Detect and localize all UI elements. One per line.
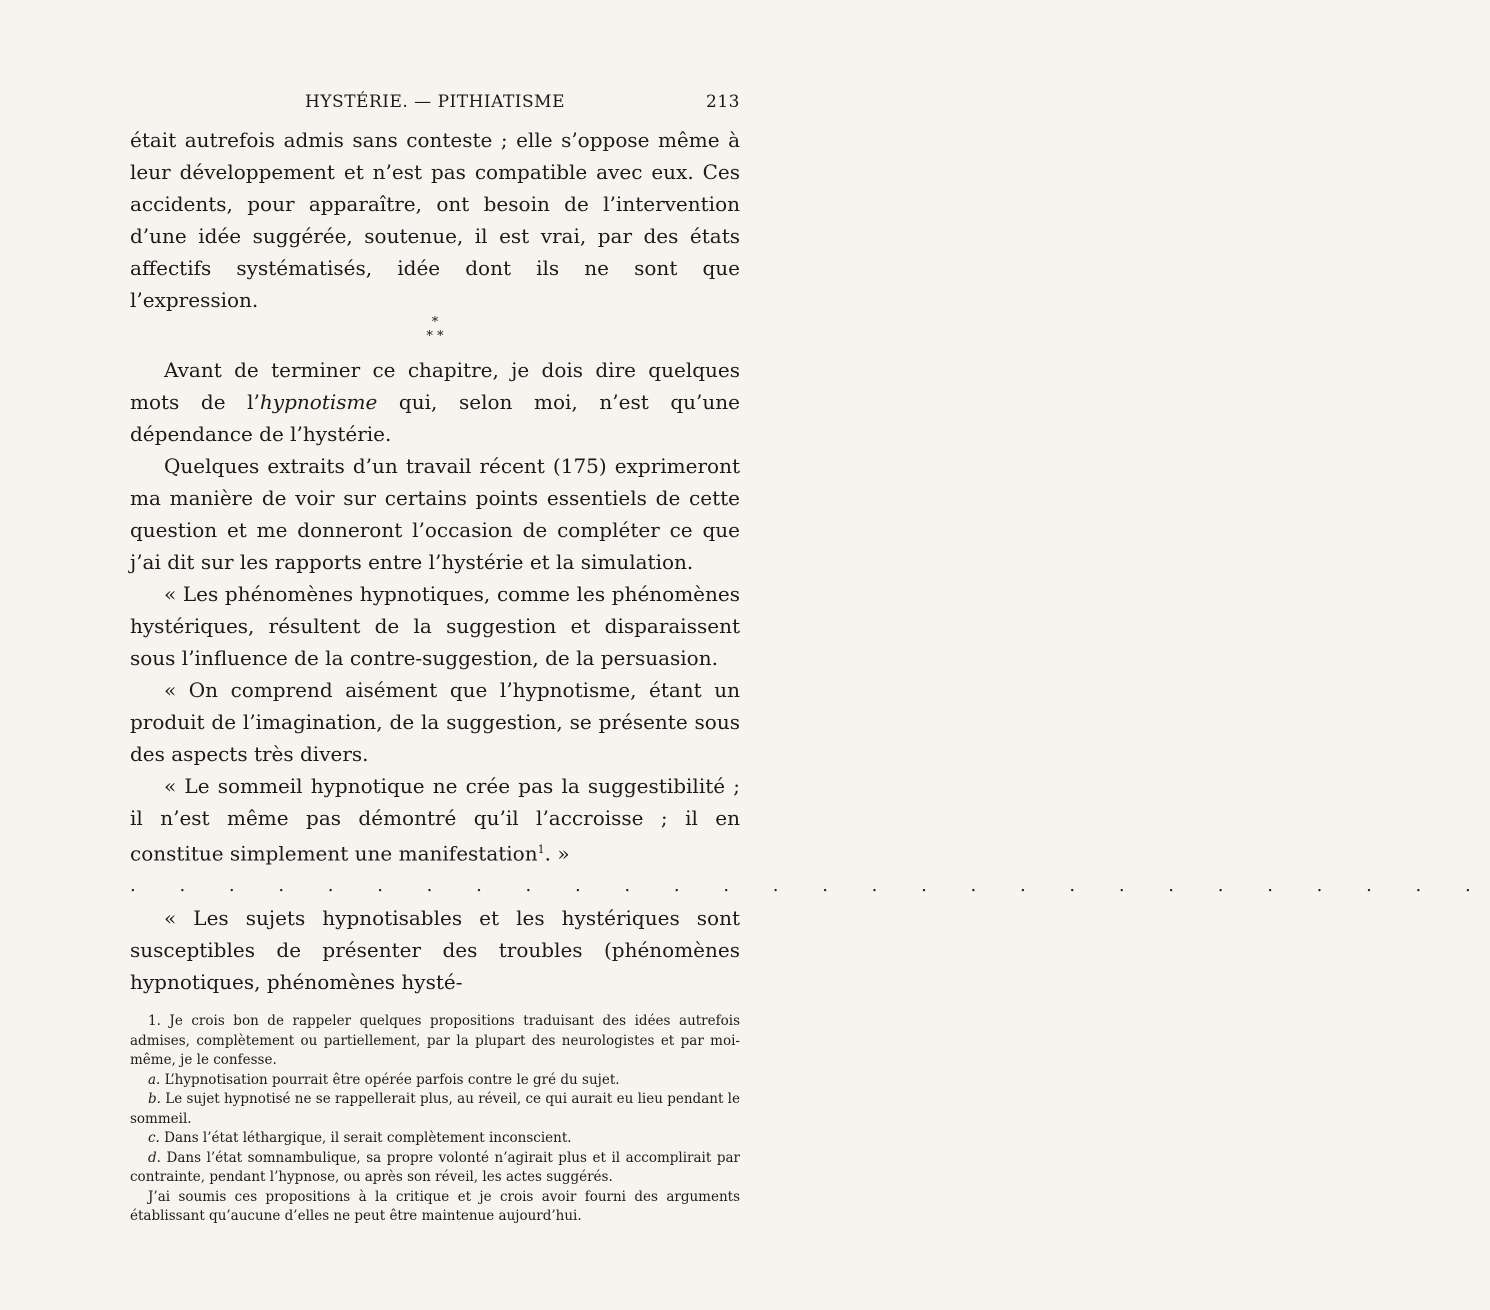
paragraph-4: « Les phénomènes hypnotiques, comme les phénomènes hystériques, résultent de la suggestion et disparaissent sous l’influence de la contre-suggestion, de la persuasion. [130,582,740,670]
footnote-d [130,1149,740,1188]
footnote-b-text: Le sujet hypnotisé ne se rappellerait plus, au réveil, ce qui aurait eu lieu pendant le sommeil. [130,1091,740,1127]
footnote-a [130,1071,740,1091]
paragraph-2-end: qui, selon moi, n’est qu’une dépendance de l’hystérie. [130,390,740,446]
main-text [130,124,1490,998]
footnote-c-text: Dans l’état léthargique, il serait complètement inconscient. [159,1130,572,1146]
separator-stars-bottom: * * [426,329,444,344]
paragraph-2 [130,354,740,450]
footnote-b [130,1090,740,1129]
footnote-a-text: L’hypnotisation pourrait être opérée parfois contre le gré du sujet. [160,1071,620,1088]
separator-star-top: * [431,315,439,330]
footnote-reference: 1 [537,843,545,856]
paragraph-6-close: . » [544,841,570,866]
paragraph-7: « Les sujets hypnotisables et les hystériques sont susceptibles de présenter des troubles (phénomènes hypnotiques, phénomènes hysté- [130,905,740,994]
paragraph-5: « On comprend aisément que l’hypnotisme, étant un produit de l’imagination, de la suggestion, se présente sous des aspects très divers. [130,678,740,766]
section-separator [130,316,740,344]
ellipsis-line: . . . . . . . . . . . . . . . . . . . . . . . . . . . . [130,874,1490,896]
footnote-d-label: d. [148,1149,161,1166]
page-number: 213 [706,92,740,112]
paragraph-1: était autrefois admis sans conteste ; elle s’oppose même à leur développement et n’est pas compatible avec eux. Ces accidents, pour apparaître, ont besoin de l’intervention d’une idée suggérée, soutenue, il est vrai, par des états affectifs systématisés, idée dont ils ne sont que l’expression. [130,128,740,312]
header-title: HYSTÉRIE. — PITHIATISME [305,92,565,112]
footnote-d-text: Dans l’état somnambulique, sa propre volonté n’agirait plus et il accomplirait par contrainte, pendant l’hypnose, ou après son réveil, les actes suggérés. [130,1149,740,1185]
footnote-b-label: b. [148,1091,161,1107]
footnote-c-label: c. [148,1130,160,1146]
running-header [130,92,740,116]
paragraph-6 [130,770,740,870]
footnotes [130,1012,740,1227]
footnote-closing: J’ai soumis ces propositions à la critique et je crois avoir fourni des arguments établissant qu’aucune d’elles ne peut être maintenue aujourd’hui. [130,1188,740,1224]
paragraph-2-start: Avant de terminer ce chapitre, je dois dire quelques mots de l’ [130,358,740,414]
paragraph-2-italic: hypnotisme [259,390,378,414]
footnote-c [130,1129,740,1149]
paragraph-6-text: « Le sommeil hypnotique ne crée pas la suggestibilité ; il n’est même pas démontré qu’il l’accroisse ; il en constitue simplement une manifestation [130,774,740,866]
paragraph-3: Quelques extraits d’un travail récent (175) exprimeront ma manière de voir sur certains points essentiels de cette question et me donneront l’occasion de compléter ce que j’ai dit sur les rapports entre l’hystérie et la simulation. [130,454,740,574]
footnote-1: 1. Je crois bon de rappeler quelques propositions traduisant des idées autrefois admises, complètement ou partiellement, par la plupart des neurologistes et par moi-même, je le confesse. [130,1013,740,1068]
footnote-a-label: a. [148,1071,161,1088]
